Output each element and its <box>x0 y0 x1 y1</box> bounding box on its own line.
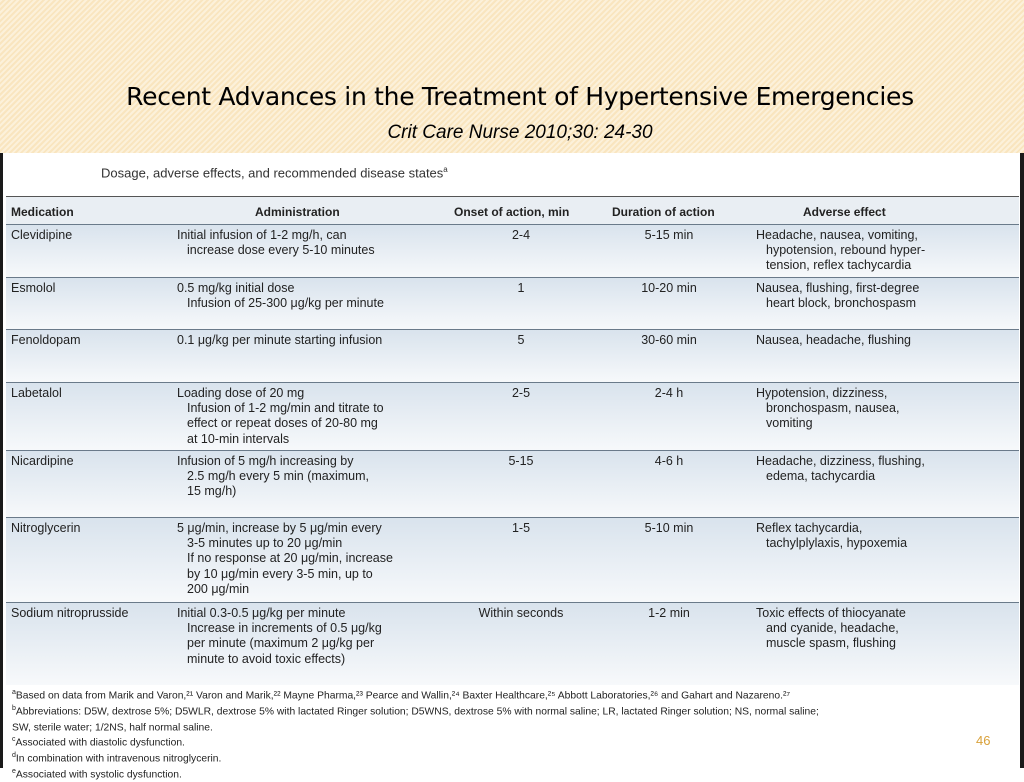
adverse-effect-cell <box>756 454 1014 484</box>
cell-line: Toxic effects of thiocyanate <box>756 606 906 620</box>
cell-line: If no response at 20 μg/min, increase <box>187 551 393 566</box>
cell-line: Initial infusion of 1-2 mg/h, can <box>177 228 347 242</box>
table-row <box>6 382 1019 451</box>
table-row <box>6 277 1019 330</box>
duration-cell: 4-6 h <box>654 454 684 468</box>
footnote-text: SW, sterile water; 1/2NS, half normal saline. <box>12 722 213 734</box>
cell-line: increase dose every 5-10 minutes <box>187 243 375 258</box>
cell-line: Headache, dizziness, flushing, <box>756 454 925 468</box>
cell-line: tension, reflex tachycardia <box>766 258 912 273</box>
adverse-effect-cell <box>756 333 1014 348</box>
footnote <box>12 687 1012 703</box>
left-border <box>0 153 3 768</box>
table-row <box>6 329 1019 383</box>
onset-cell: 5 <box>517 333 525 347</box>
cell-line: Nausea, flushing, first-degree <box>756 281 920 295</box>
footnote-mark: d <box>12 752 16 760</box>
table-row <box>6 517 1019 603</box>
cell-line: Headache, nausea, vomiting, <box>756 228 918 242</box>
cell-line: effect or repeat doses of 20-80 mg <box>187 416 378 431</box>
cell-line: Increase in increments of 0.5 μg/kg <box>187 621 382 636</box>
duration-cell: 5-10 min <box>644 521 694 535</box>
duration-cell: 30-60 min <box>641 333 697 347</box>
cell-line: by 10 μg/min every 3-5 min, up to <box>187 566 373 581</box>
duration-cell: 10-20 min <box>641 281 697 295</box>
cell-line: edema, tachycardia <box>766 469 876 484</box>
cell-line: vomiting <box>766 416 813 431</box>
footnote <box>12 719 1012 735</box>
medication-cell: Sodium nitroprusside <box>11 606 129 620</box>
cell-line: and cyanide, headache, <box>766 621 899 636</box>
footnote-text: In combination with intravenous nitroglycerin. <box>15 753 222 765</box>
right-border <box>1020 153 1024 768</box>
cell-line: heart block, bronchospasm <box>766 296 917 311</box>
table-row <box>6 224 1019 278</box>
dosage-table <box>6 153 1019 781</box>
slide-title: Recent Advances in the Treatment of Hypertensive Emergencies <box>126 82 914 111</box>
footnote-text: Based on data from Marik and Varon,²¹ Varon and Marik,²² Mayne Pharma,²³ Pearce and Wallin,²⁴ Baxter Healthcare,²⁵ Abbott Laboratories,²⁶ and Gahart and Nazareno.²⁷ <box>15 690 791 702</box>
cell-line: Nausea, headache, flushing <box>756 333 911 347</box>
footnote-mark: b <box>12 704 16 712</box>
onset-cell: 2-5 <box>511 386 531 400</box>
table-row <box>6 450 1019 518</box>
footnote-mark: c <box>12 736 16 744</box>
footnote-mark: a <box>12 689 16 696</box>
cell-line: at 10-min intervals <box>187 431 290 446</box>
cell-line: hypotension, rebound hyper- <box>766 243 926 258</box>
adverse-effect-cell <box>756 281 1014 311</box>
header-medication: Medication <box>11 205 74 219</box>
cell-line: Infusion of 5 mg/h increasing by <box>177 454 354 468</box>
administration-cell <box>177 281 452 311</box>
cell-line: Infusion of 25-300 μg/kg per minute <box>187 296 384 311</box>
caption-footnote-mark: a <box>443 165 448 174</box>
administration-cell <box>177 454 452 500</box>
footnote-text: Associated with systolic dysfunction. <box>15 769 182 781</box>
duration-cell: 5-15 min <box>644 228 694 242</box>
onset-cell: 1 <box>517 281 525 295</box>
cell-line: 0.1 μg/kg per minute starting infusion <box>177 333 383 347</box>
slide-subtitle: Crit Care Nurse 2010;30: 24-30 <box>387 122 653 143</box>
onset-cell: 1-5 <box>511 521 531 535</box>
adverse-effect-cell <box>756 386 1014 432</box>
administration-cell <box>177 606 452 667</box>
cell-line: 0.5 mg/kg initial dose <box>177 281 295 295</box>
duration-cell: 1-2 min <box>648 606 690 620</box>
table-caption: Dosage, adverse effects, and recommended disease states$^a$ <box>101 165 448 181</box>
cell-line: 200 μg/min <box>187 581 250 596</box>
page-number: 46 <box>976 733 991 748</box>
administration-cell <box>177 333 452 348</box>
administration-cell <box>177 386 452 447</box>
adverse-effect-cell <box>756 228 1014 274</box>
header-adverse-effect: Adverse effect <box>803 205 886 219</box>
medication-cell: Clevidipine <box>11 228 73 242</box>
cell-line: Infusion of 1-2 mg/min and titrate to <box>187 401 384 416</box>
header-administration: Administration <box>255 205 340 219</box>
cell-line: minute to avoid toxic effects) <box>187 651 346 666</box>
cell-line: 2.5 mg/h every 5 min (maximum, <box>187 469 369 484</box>
cell-line: 3-5 minutes up to 20 μg/min <box>187 536 343 551</box>
onset-cell: 2-4 <box>511 228 531 242</box>
footnote-text: Abbreviations: D5W, dextrose 5%; D5WLR, dextrose 5% with lactated Ringer solution; D5WNS, dextrose 5% with normal saline; LR, lactated Ringer solution; NS, normal saline; <box>15 706 819 718</box>
medication-cell: Nicardipine <box>11 454 74 468</box>
footnote <box>12 703 1012 719</box>
cell-line: Loading dose of 20 mg <box>177 386 305 400</box>
adverse-effect-cell <box>756 606 1014 652</box>
cell-line: tachylplylaxis, hypoxemia <box>766 536 908 551</box>
cell-line: 15 mg/h) <box>187 484 237 499</box>
adverse-effect-cell <box>756 521 1014 551</box>
header-duration: Duration of action <box>612 205 715 219</box>
footnote-text: Associated with diastolic dysfunction. <box>15 737 185 749</box>
onset-cell: 5-15 <box>508 454 534 468</box>
administration-cell <box>177 228 452 258</box>
cell-line: Initial 0.3-0.5 μg/kg per minute <box>177 606 346 620</box>
cell-line: Reflex tachycardia, <box>756 521 863 535</box>
footnote <box>12 750 1012 766</box>
footnote <box>12 766 1012 782</box>
duration-cell: 2-4 h <box>654 386 684 400</box>
cell-line: per minute (maximum 2 μg/kg per <box>187 636 375 651</box>
onset-cell: Within seconds <box>478 606 564 620</box>
table-header <box>6 196 1019 225</box>
cell-line: muscle spasm, flushing <box>766 636 896 651</box>
table-row <box>6 602 1019 685</box>
medication-cell: Fenoldopam <box>11 333 81 347</box>
footnote-mark: e <box>12 768 16 776</box>
medication-cell: Nitroglycerin <box>11 521 81 535</box>
administration-cell <box>177 521 452 597</box>
header-onset: Onset of action, min <box>454 205 570 219</box>
medication-cell: Labetalol <box>11 386 62 400</box>
cell-line: bronchospasm, nausea, <box>766 401 900 416</box>
medication-cell: Esmolol <box>11 281 56 295</box>
footnote <box>12 734 1012 750</box>
cell-line: Hypotension, dizziness, <box>756 386 888 400</box>
cell-line: 5 μg/min, increase by 5 μg/min every <box>177 521 382 535</box>
